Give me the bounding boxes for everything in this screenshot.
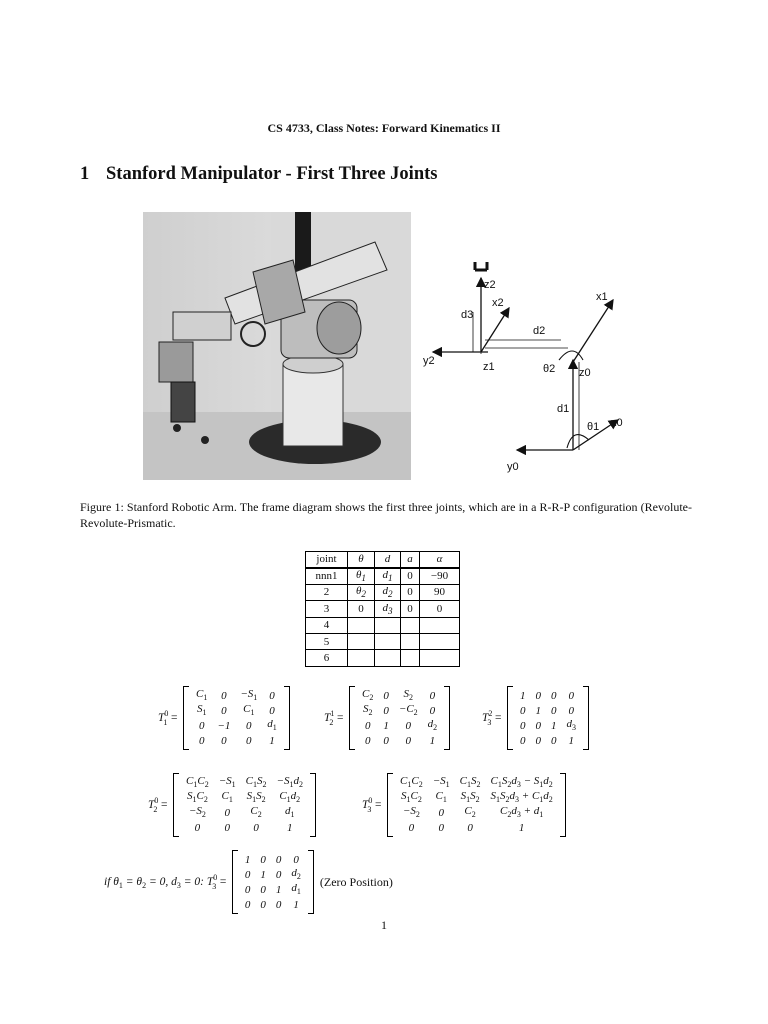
- matrix-cell: $C_1S_2$: [245, 775, 267, 790]
- matrix-cell: 0: [221, 704, 227, 717]
- label-z1: z1: [483, 361, 495, 373]
- matrix-cell: 1: [244, 853, 251, 866]
- dh-table-row: [306, 617, 460, 633]
- dh-header-cell: α: [420, 552, 460, 568]
- matrix-cell: $d_1$: [291, 882, 301, 897]
- matrix-cell: 1: [293, 898, 299, 911]
- matrix-cell: 1: [383, 719, 389, 732]
- matrix-T02: [148, 773, 316, 837]
- section-title-text: Stanford Manipulator - First Three Joints: [106, 164, 438, 184]
- matrix-cell: 0: [275, 868, 282, 881]
- matrix-cell: 0: [275, 853, 282, 866]
- dh-cell: [401, 650, 420, 666]
- matrix-lhs: $T^1_2$ =: [324, 709, 345, 727]
- matrix-cell: $d_1$: [267, 718, 277, 733]
- label-d2: d2: [533, 325, 546, 337]
- matrix-cell: 0: [253, 821, 259, 834]
- section-title: [80, 164, 437, 185]
- matrix-cell: $S_1S_2$: [460, 790, 480, 805]
- label-y2: y2: [423, 355, 435, 367]
- matrix-cell: $C_1C_2$: [400, 775, 423, 790]
- dh-cell: $d_1$: [375, 568, 401, 584]
- dh-cell: [401, 617, 420, 633]
- dh-header-cell: d: [375, 552, 401, 568]
- matrix-cell: $d_2$: [427, 718, 438, 733]
- matrix-cell: 0: [246, 734, 252, 747]
- matrix-cell: $d_2$: [291, 867, 301, 882]
- page-number: 1: [381, 918, 387, 932]
- matrix-cell: 0: [275, 898, 282, 911]
- dh-table-row: [306, 568, 460, 584]
- matrix-cell: 0: [198, 719, 205, 732]
- matrix-cell: $C_2d_3 + d_1$: [500, 805, 544, 820]
- matrix-lhs: if $\theta_1 = \theta_2 = 0$, $d_3 = 0$: $T^0_3$ =: [104, 873, 227, 891]
- matrix-cell: 0: [198, 734, 205, 747]
- matrix-lhs: $T^0_3$ =: [362, 796, 383, 814]
- label-d1: d1: [557, 403, 570, 415]
- matrix-cell: 0: [408, 821, 415, 834]
- matrix-cell: $S_1$: [196, 703, 207, 718]
- matrix-cell: 0: [568, 689, 575, 702]
- dh-cell: $d_3$: [375, 601, 401, 617]
- dh-cell: 0: [401, 601, 420, 617]
- matrix-lhs: $T^0_1$ =: [158, 709, 179, 727]
- matrix-cell: $-S_2$: [402, 805, 420, 820]
- dh-cell: $d_2$: [375, 584, 401, 600]
- matrix-cell: 0: [244, 868, 251, 881]
- dh-cell: 0: [348, 601, 375, 617]
- matrix-cell: 0: [429, 704, 436, 717]
- dh-table-row: [306, 601, 460, 617]
- matrix-cell: 0: [260, 853, 266, 866]
- matrix-cell: 0: [260, 883, 266, 896]
- matrix-cell: $C_1$: [196, 688, 208, 703]
- dh-cell: [348, 650, 375, 666]
- matrix-cell: $C_2$: [250, 805, 262, 820]
- matrix-lhs: $T^2_3$ =: [482, 709, 503, 727]
- zero-position-label: (Zero Position): [319, 874, 393, 889]
- dh-table-row: [306, 633, 460, 649]
- matrix-cell: 0: [467, 821, 473, 834]
- matrix-T01: [158, 686, 290, 750]
- matrix-cell: 1: [520, 689, 526, 702]
- matrix-cell: 0: [244, 883, 251, 896]
- matrix-body: [232, 850, 314, 914]
- matrix-cell: $C_1C_2$: [186, 775, 209, 790]
- dh-cell: 4: [306, 617, 348, 633]
- matrix-cell: $C_1$: [221, 790, 233, 805]
- matrix-cell: $C_2$: [464, 805, 476, 820]
- dh-header-cell: joint: [306, 552, 348, 568]
- matrix-cell: 0: [551, 689, 557, 702]
- matrix-cell: 0: [244, 898, 251, 911]
- matrix-cell: $C_1S_2d_3 - S_1d_2$: [490, 775, 553, 790]
- matrix-cell: 0: [438, 806, 444, 819]
- matrix-cell: $C_1$: [435, 790, 447, 805]
- label-x0: x0: [611, 417, 623, 429]
- matrix-body: [349, 686, 450, 750]
- matrix-cell: 1: [568, 734, 575, 747]
- matrix-cell: 0: [568, 704, 575, 717]
- matrix-cell: 0: [221, 689, 227, 702]
- matrix-cell: $-S_1$: [432, 775, 450, 790]
- matrix-cell: 1: [429, 734, 436, 747]
- matrix-cell: 0: [383, 704, 389, 717]
- figure-caption: Figure 1: Stanford Robotic Arm. The frame diagram shows the first three joints, which are in a R-R-P configuration (Revolute-Revolute-Prismatic.: [80, 500, 692, 530]
- matrix-cell: 0: [535, 734, 542, 747]
- matrix-cell: 0: [269, 689, 275, 702]
- figure-1: [143, 212, 643, 482]
- matrix-cell: $d_3$: [566, 718, 577, 733]
- matrix-cell: 0: [364, 719, 371, 732]
- matrix-cell: 0: [269, 704, 275, 717]
- dh-cell: 90: [420, 584, 460, 600]
- dh-header-cell: a: [401, 552, 420, 568]
- dh-cell: 6: [306, 650, 348, 666]
- matrix-T03: [362, 773, 566, 837]
- matrix-cell: 1: [518, 821, 525, 834]
- matrix-cell: 0: [520, 719, 526, 732]
- dh-cell: [401, 633, 420, 649]
- matrix-cell: 0: [520, 734, 526, 747]
- document-header: CS 4733, Class Notes: Forward Kinematics II: [267, 121, 501, 135]
- dh-table-row: [306, 650, 460, 666]
- matrix-cell: 0: [383, 734, 389, 747]
- matrix-cell: 1: [269, 734, 275, 747]
- dh-cell: 0: [401, 568, 420, 584]
- dh-cell: [375, 617, 401, 633]
- matrix-body: [507, 686, 589, 750]
- dh-cell: [348, 633, 375, 649]
- matrix-cell: $C_1$: [243, 703, 255, 718]
- label-d3: d3: [461, 309, 474, 321]
- matrix-cell: 0: [224, 806, 230, 819]
- matrix-cell: 0: [535, 689, 542, 702]
- matrix-cell: 0: [438, 821, 444, 834]
- matrix-cell: $S_1S_2$: [246, 790, 266, 805]
- matrix-cell: 0: [535, 719, 542, 732]
- matrix-T12: [324, 686, 450, 750]
- matrix-cell: −1: [217, 719, 231, 732]
- matrix-cell: $S_2$: [362, 703, 373, 718]
- matrix-cell: 1: [535, 704, 542, 717]
- matrix-cell: 0: [260, 898, 266, 911]
- matrix-body: [387, 773, 566, 837]
- matrix-cell: 0: [364, 734, 371, 747]
- dh-cell: 2: [306, 584, 348, 600]
- dh-cell: nnn1: [306, 568, 348, 584]
- dh-table-row: [306, 584, 460, 600]
- matrix-cell: 0: [224, 821, 230, 834]
- dh-cell: [375, 633, 401, 649]
- matrix-cell: $S_1C_2$: [186, 790, 208, 805]
- dh-cell: [420, 633, 460, 649]
- matrix-cell: $-S_1d_2$: [276, 775, 303, 790]
- matrix-cell: 0: [246, 719, 252, 732]
- matrix-cell: 0: [429, 689, 436, 702]
- matrix-T03-zero: [104, 850, 393, 914]
- matrix-cell: $-S_1$: [218, 775, 236, 790]
- label-z0: z0: [579, 367, 591, 379]
- matrix-cell: $-S_2$: [188, 805, 206, 820]
- label-y0: y0: [507, 461, 519, 473]
- dh-cell: [375, 650, 401, 666]
- label-theta1: θ1: [587, 421, 600, 433]
- matrix-cell: $C_1S_2$: [459, 775, 481, 790]
- matrix-cell: $C_1d_2$: [279, 790, 301, 805]
- matrix-cell: 0: [194, 821, 201, 834]
- matrix-cell: 1: [286, 821, 293, 834]
- dh-cell: −90: [420, 568, 460, 584]
- matrix-cell: $d_1$: [284, 805, 295, 820]
- dh-cell: [420, 617, 460, 633]
- matrix-cell: 1: [260, 868, 266, 881]
- matrix-lhs: $T^0_2$ =: [148, 796, 169, 814]
- dh-header-cell: θ: [348, 552, 375, 568]
- matrix-cell: 0: [551, 734, 557, 747]
- matrix-body: [183, 686, 290, 750]
- robot-photo: [143, 212, 411, 480]
- dh-cell: 3: [306, 601, 348, 617]
- dh-cell: [420, 650, 460, 666]
- label-theta2: θ2: [543, 363, 556, 375]
- dh-cell: 0: [401, 584, 420, 600]
- dh-cell: $\theta_1$: [348, 568, 375, 584]
- matrix-cell: 0: [405, 719, 412, 732]
- matrix-cell: $S_2$: [403, 688, 414, 703]
- label-x2: x2: [492, 297, 504, 309]
- dh-parameter-table: [305, 551, 460, 667]
- dh-cell: 0: [420, 601, 460, 617]
- dh-cell: $\theta_2$: [348, 584, 375, 600]
- label-x1: x1: [596, 291, 608, 303]
- label-z2: z2: [484, 279, 496, 291]
- matrix-cell: $S_1C_2$: [400, 790, 422, 805]
- matrix-body: [173, 773, 316, 837]
- dh-cell: [348, 617, 375, 633]
- section-number: 1: [80, 164, 90, 184]
- matrix-cell: 0: [383, 689, 389, 702]
- matrix-cell: $-C_2$: [398, 703, 418, 718]
- matrix-cell: 1: [275, 883, 282, 896]
- matrix-cell: 0: [293, 853, 299, 866]
- matrix-cell: $-S_1$: [240, 688, 258, 703]
- matrix-cell: $C_2$: [362, 688, 374, 703]
- figure-svg: [143, 212, 643, 482]
- matrix-cell: 1: [551, 719, 557, 732]
- matrix-cell: 0: [520, 704, 526, 717]
- matrix-T23: [482, 686, 589, 750]
- matrix-cell: $S_1S_2d_3 + C_1d_2$: [490, 790, 553, 805]
- matrix-cell: 0: [221, 734, 227, 747]
- dh-cell: 5: [306, 633, 348, 649]
- matrix-cell: 0: [551, 704, 557, 717]
- matrix-cell: 0: [405, 734, 412, 747]
